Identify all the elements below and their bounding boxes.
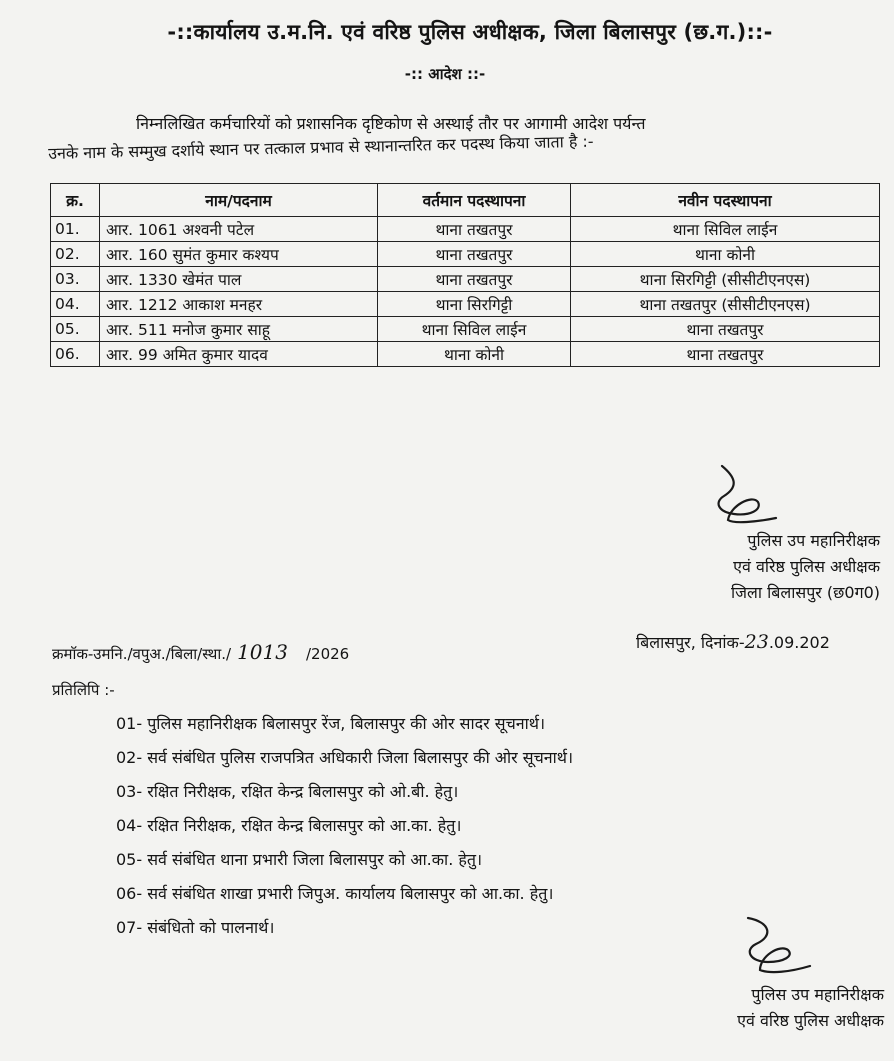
row-new-posting: थाना तखतपुर (सीसीटीएनएस) (571, 292, 880, 317)
row-name: आर. 160 सुमंत कुमार कश्यप (100, 242, 378, 267)
copy-label: प्रतिलिपि :- (52, 681, 115, 699)
row-name: आर. 99 अमित कुमार यादव (100, 342, 378, 367)
signature-block-1 (620, 528, 880, 606)
row-new-posting: थाना तखतपुर (571, 317, 880, 342)
row-current-posting: थाना तखतपुर (378, 217, 571, 242)
table-row (51, 342, 880, 367)
copy-list (116, 707, 573, 945)
table-row (51, 267, 880, 292)
signatory-district: जिला बिलासपुर (छ0ग0) (731, 583, 880, 602)
column-header-sn: क्र. (51, 184, 100, 217)
reference-prefix: क्रमॉक-उमनि./वपुअ./बिला/स्था./ (52, 645, 232, 663)
row-new-posting: थाना कोनी (571, 242, 880, 267)
list-item: 04- रक्षित निरीक्षक, रक्षित केन्द्र बिलासपुर को आ.का. हेतु। (116, 816, 462, 835)
list-item: 07- संबंधितो को पालनार्थ। (116, 918, 275, 937)
column-header-current-posting: वर्तमान पदस्थापना (378, 184, 571, 217)
table-row (51, 317, 880, 342)
row-serial: 05. (51, 317, 100, 342)
row-current-posting: थाना तखतपुर (378, 242, 571, 267)
row-current-posting: थाना तखतपुर (378, 267, 571, 292)
reference-number (52, 640, 349, 664)
table-header-row (51, 184, 880, 217)
place-date (636, 631, 830, 653)
reference-year: /2026 (305, 645, 350, 663)
list-item: 02- सर्व संबंधित पुलिस राजपत्रित अधिकारी जिला बिलासपुर की ओर सूचनार्थ। (116, 748, 574, 767)
signatory-designation: पुलिस उप महानिरीक्षक (747, 531, 880, 550)
row-new-posting: थाना सिरगिट्टी (सीसीटीएनएस) (571, 267, 880, 292)
date-rest: .09.202 (768, 633, 830, 652)
row-serial: 01. (51, 217, 100, 242)
row-serial: 06. (51, 342, 100, 367)
intro-line-2: उनके नाम के सम्मुख दर्शाये स्थान पर तत्काल प्रभाव से स्थानान्तरित कर पदस्थ किया जाता है :- (48, 131, 594, 163)
transfer-table (50, 183, 880, 367)
signatory-designation: एवं वरिष्ठ पुलिस अधीक्षक (737, 1011, 884, 1030)
order-heading: -:: आदेश ::- (404, 65, 486, 83)
signatory-designation: पुलिस उप महानिरीक्षक (751, 985, 884, 1004)
office-title: -::कार्यालय उ.म.नि. एवं वरिष्ठ पुलिस अधीक्षक, जिला बिलासपुर (छ.ग.)::- (167, 20, 773, 44)
row-current-posting: थाना सिविल लाईन (378, 317, 571, 342)
row-name: आर. 511 मनोज कुमार साहू (100, 317, 378, 342)
column-header-new-posting: नवीन पदस्थापना (571, 184, 880, 217)
row-serial: 02. (51, 242, 100, 267)
row-serial: 03. (51, 267, 100, 292)
row-new-posting: थाना सिविल लाईन (571, 217, 880, 242)
list-item: 05- सर्व संबंधित थाना प्रभारी जिला बिलासपुर को आ.का. हेतु। (116, 850, 483, 869)
date-handwritten-day: 23 (744, 631, 769, 653)
row-current-posting: थाना कोनी (378, 342, 571, 367)
signature-mark-2 (730, 912, 820, 984)
list-item: 03- रक्षित निरीक्षक, रक्षित केन्द्र बिलासपुर को ओ.बी. हेतु। (116, 782, 459, 801)
row-name: आर. 1061 अश्वनी पटेल (100, 217, 378, 242)
signature-block-2 (624, 982, 884, 1034)
list-item: 01- पुलिस महानिरीक्षक बिलासपुर रेंज, बिलासपुर की ओर सादर सूचनार्थ। (116, 714, 546, 733)
table-row (51, 217, 880, 242)
row-new-posting: थाना तखतपुर (571, 342, 880, 367)
row-current-posting: थाना सिरगिट्टी (378, 292, 571, 317)
reference-handwritten-number: 1013 (237, 640, 288, 664)
signatory-designation: एवं वरिष्ठ पुलिस अधीक्षक (733, 557, 880, 576)
table-row (51, 292, 880, 317)
intro-line-1: निम्नलिखित कर्मचारियों को प्रशासनिक दृष्टिकोण से अस्थाई तौर पर आगामी आदेश पर्यन्त (136, 114, 646, 133)
signature-mark-1 (700, 458, 790, 533)
date-prefix: बिलासपुर, दिनांक- (636, 633, 745, 652)
table-row (51, 242, 880, 267)
row-name: आर. 1212 आकाश मनहर (100, 292, 378, 317)
row-serial: 04. (51, 292, 100, 317)
list-item: 06- सर्व संबंधित शाखा प्रभारी जिपुअ. कार्यालय बिलासपुर को आ.का. हेतु। (116, 884, 554, 903)
row-name: आर. 1330 खेमंत पाल (100, 267, 378, 292)
column-header-name: नाम/पदनाम (100, 184, 378, 217)
